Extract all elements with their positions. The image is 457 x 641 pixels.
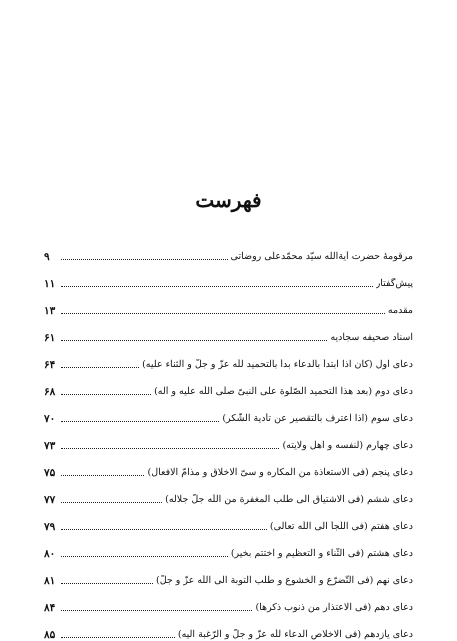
toc-entry-label: دعای پنجم (فی الاستعاذة من المکاره و سیّ الاخلاق و مذامّ الافعال) (147, 467, 413, 478)
toc-entry-label: دعای چهارم (لنفسه و اهل ولایته) (282, 440, 413, 451)
table-of-contents (44, 236, 413, 641)
dot-leader (61, 448, 279, 449)
dot-leader (61, 286, 373, 287)
toc-page-number: ۶۸ (44, 386, 56, 398)
dot-leader (61, 610, 252, 611)
toc-entry-label: دعای ششم (فی الاشتیاق الی طلب المغفرة من اللّٰه جلّ جلاله) (165, 494, 413, 505)
toc-page-number: ۷۷ (44, 494, 56, 506)
toc-page-number: ۷۰ (44, 413, 56, 425)
toc-page-number: ۹ (44, 251, 50, 263)
toc-entry-label: دعای هفتم (فی اللّجأ الی اللّٰه تعالی) (269, 521, 413, 532)
toc-entry (44, 587, 413, 614)
toc-entry (44, 263, 413, 290)
toc-entry (44, 290, 413, 317)
dot-leader (61, 340, 327, 341)
toc-entry-label: مرقومهٔ حضرت آیة‌الله سیّد محمّدعلی روضاتی (230, 251, 413, 262)
toc-entry (44, 560, 413, 587)
dot-leader (61, 502, 162, 503)
toc-entry-label: اسناد صحیفه سجادیه (330, 332, 413, 343)
toc-entry-label: دعای دوم (بعد هذا التحمید الصّلوة علی النبیّ صلّی اللّٰه علیه و آله) (154, 386, 413, 397)
toc-entry (44, 236, 413, 263)
toc-entry-label: پیش‌گفتار (375, 278, 413, 289)
toc-entry (44, 479, 413, 506)
dot-leader (61, 637, 175, 638)
dot-leader (61, 259, 228, 260)
toc-page-number: ۸۴ (44, 602, 56, 614)
dot-leader (61, 421, 219, 422)
dot-leader (61, 475, 144, 476)
toc-page-number: ۸۱ (44, 575, 56, 587)
dot-leader (61, 583, 153, 584)
toc-page-number: ۷۳ (44, 440, 56, 452)
toc-entry-label: دعای دهم (فی الاعتذار من ذنوب ذکرها) (255, 602, 413, 613)
toc-page-number: ۱۱ (44, 278, 56, 290)
toc-entry-label: مقدمه (387, 305, 413, 316)
toc-entry-label: دعای نهم (فی التّضرّع و الخشوع و طلب التوبة الی اللّٰه عزّ و جلّ) (155, 575, 413, 586)
toc-entry (44, 506, 413, 533)
toc-page-number: ۷۹ (44, 521, 56, 533)
toc-entry (44, 533, 413, 560)
dot-leader (61, 313, 385, 314)
toc-page-number: ۱۳ (44, 305, 56, 317)
toc-entry (44, 425, 413, 452)
toc-entry-label: دعای اول (کان اذا ابتدأ بالدعاء بدأ بالتحمید للّٰه عزّ و جلّ و الثناء علیه) (142, 359, 413, 370)
toc-entry (44, 614, 413, 641)
dot-leader (61, 529, 267, 530)
toc-page-number: ۸۵ (44, 629, 56, 641)
toc-entry-label: دعای هشتم (فی الثّناء و التعظیم و اختتم بخیر) (230, 548, 413, 559)
toc-entry-label: دعای یازدهم (فی الاخلاص الدعاء للّٰه عزّ و جلّ و الرّغبة الیه) (177, 629, 413, 640)
dot-leader (61, 367, 139, 368)
toc-page-number: ۶۴ (44, 359, 56, 371)
toc-entry (44, 317, 413, 344)
toc-page-number: ۷۵ (44, 467, 56, 479)
dot-leader (61, 394, 151, 395)
toc-entry-label: دعای سوم (اذا اعترف بالتقصیر عن تأدیة الشّکر) (222, 413, 413, 424)
toc-page-number: ۸۰ (44, 548, 56, 560)
toc-entry (44, 344, 413, 371)
toc-entry (44, 398, 413, 425)
page-title: فهرست (195, 188, 262, 212)
dot-leader (61, 556, 228, 557)
toc-page-number: ۶۱ (44, 332, 56, 344)
toc-entry (44, 452, 413, 479)
toc-entry (44, 371, 413, 398)
